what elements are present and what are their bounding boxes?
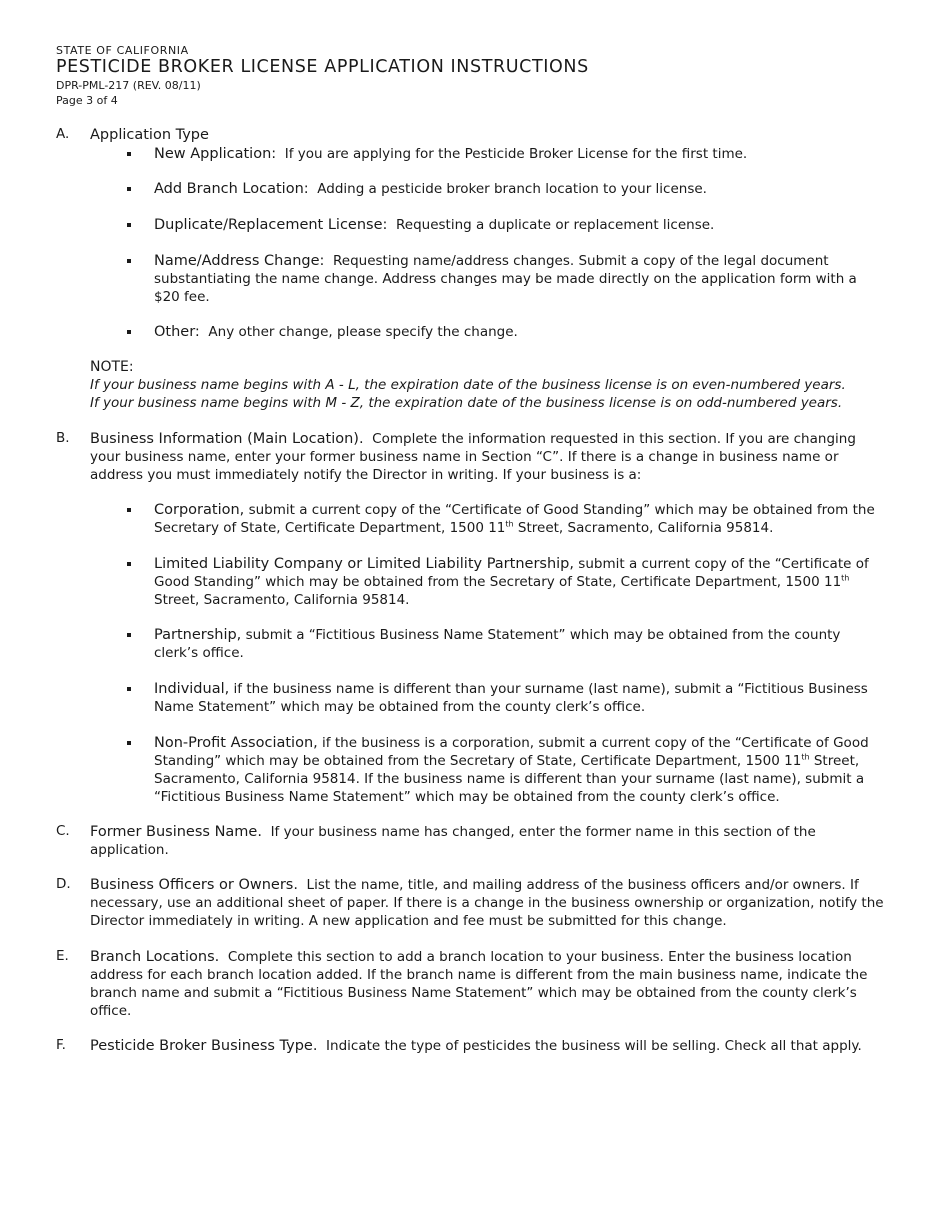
section-a (56, 126, 886, 144)
section-heading: Application Type (90, 127, 209, 143)
section-text: If your business name has changed, enter the former name in this section of the application. (90, 824, 816, 858)
bullet-icon (127, 223, 131, 227)
page-title: PESTICIDE BROKER LICENSE APPLICATION INSTRUCTIONS (56, 57, 589, 77)
section-letter: D. (56, 876, 71, 892)
section-c (56, 823, 886, 859)
section-text: List the name, title, and mailing address of the business officers and/or owners. If necessary, use an additional sheet of paper. If there is a change in the business ownership or organization, notify the Director immediately in writing. A new application and fee must be submitted for this change. (90, 877, 884, 929)
bullet-icon (127, 259, 131, 263)
section-text: Indicate the type of pesticides the business will be selling. Check all that apply. (326, 1038, 862, 1054)
agency-name: STATE OF CALIFORNIA (56, 44, 189, 57)
list-item: Individual, if the business name is different than your surname (last name), submit a “Fictitious Business Name Statement” which may be obtained from the county clerk’s office. (154, 680, 884, 716)
section-letter: B. (56, 430, 70, 446)
section-letter: C. (56, 823, 70, 839)
section-heading: Pesticide Broker Business Type. (90, 1038, 318, 1054)
note-line: If your business name begins with A - L, the expiration date of the business license is on even-numbered years. (90, 377, 846, 393)
bullet-icon (127, 687, 131, 691)
section-letter: F. (56, 1037, 66, 1053)
list-item: New Application: If you are applying for the Pesticide Broker License for the first time. (154, 145, 884, 163)
list-item: Non-Profit Association, if the business is a corporation, submit a current copy of the “Certificate of Good Standing” which may be obtained from the Secretary of State, Certificate Department, 1500 11th Street, Sacramento, California 95814. If the business name is different than your surname (last name), submit a “Fictitious Business Name Statement” which may be obtained from the county clerk’s office. (154, 734, 884, 806)
form-id: DPR-PML-217 (REV. 08/11) (56, 79, 201, 92)
section-heading: Former Business Name. (90, 824, 262, 840)
list-item: Partnership, submit a “Fictitious Business Name Statement” which may be obtained from the county clerk’s office. (154, 626, 884, 662)
section-heading: Business Officers or Owners. (90, 877, 298, 893)
list-item: Other: Any other change, please specify the change. (154, 323, 884, 341)
list-item: Duplicate/Replacement License: Requesting a duplicate or replacement license. (154, 216, 884, 234)
section-text: Complete the information requested in this section. If you are changing your business name, enter your former business name in Section “C”. If there is a change in business name or address you must immediately notify the Director in writing. If your business is a: (90, 431, 856, 483)
section-heading: Business Information (Main Location). (90, 431, 364, 447)
bullet-icon (127, 562, 131, 566)
section-b (56, 430, 886, 484)
page-number: Page 3 of 4 (56, 94, 118, 107)
list-item: Limited Liability Company or Limited Liability Partnership, submit a current copy of the “Certificate of Good Standing” which may be obtained from the Secretary of State, Certificate Department, 1500 11th Street, Sacramento, California 95814. (154, 555, 884, 609)
section-d (56, 876, 886, 930)
note-line: If your business name begins with M - Z, the expiration date of the business license is on odd-numbered years. (90, 395, 843, 411)
bullet-icon (127, 187, 131, 191)
note-label: NOTE: (90, 359, 134, 375)
section-e (56, 948, 886, 1020)
list-item: Corporation, submit a current copy of the “Certificate of Good Standing” which may be obtained from the Secretary of State, Certificate Department, 1500 11th Street, Sacramento, California 95814. (154, 501, 884, 537)
bullet-icon (127, 508, 131, 512)
list-item: Add Branch Location: Adding a pesticide broker branch location to your license. (154, 180, 884, 198)
bullet-icon (127, 741, 131, 745)
bullet-icon (127, 633, 131, 637)
section-heading: Branch Locations. (90, 949, 220, 965)
bullet-icon (127, 152, 131, 156)
section-letter: A. (56, 126, 70, 142)
section-f (56, 1037, 886, 1055)
list-item: Name/Address Change: Requesting name/address changes. Submit a copy of the legal document substantiating the name change. Address changes may be made directly on the application form with a $20 fee. (154, 252, 884, 306)
note-block (56, 358, 886, 412)
section-letter: E. (56, 948, 69, 964)
section-text: Complete this section to add a branch location to your business. Enter the business location address for each branch location added. If the branch name is different from the main business name, indicate the branch name and submit a “Fictitious Business Name Statement” which may be obtained from the county clerk’s office. (90, 949, 868, 1019)
instructions-page (56, 44, 886, 1054)
bullet-icon (127, 330, 131, 334)
